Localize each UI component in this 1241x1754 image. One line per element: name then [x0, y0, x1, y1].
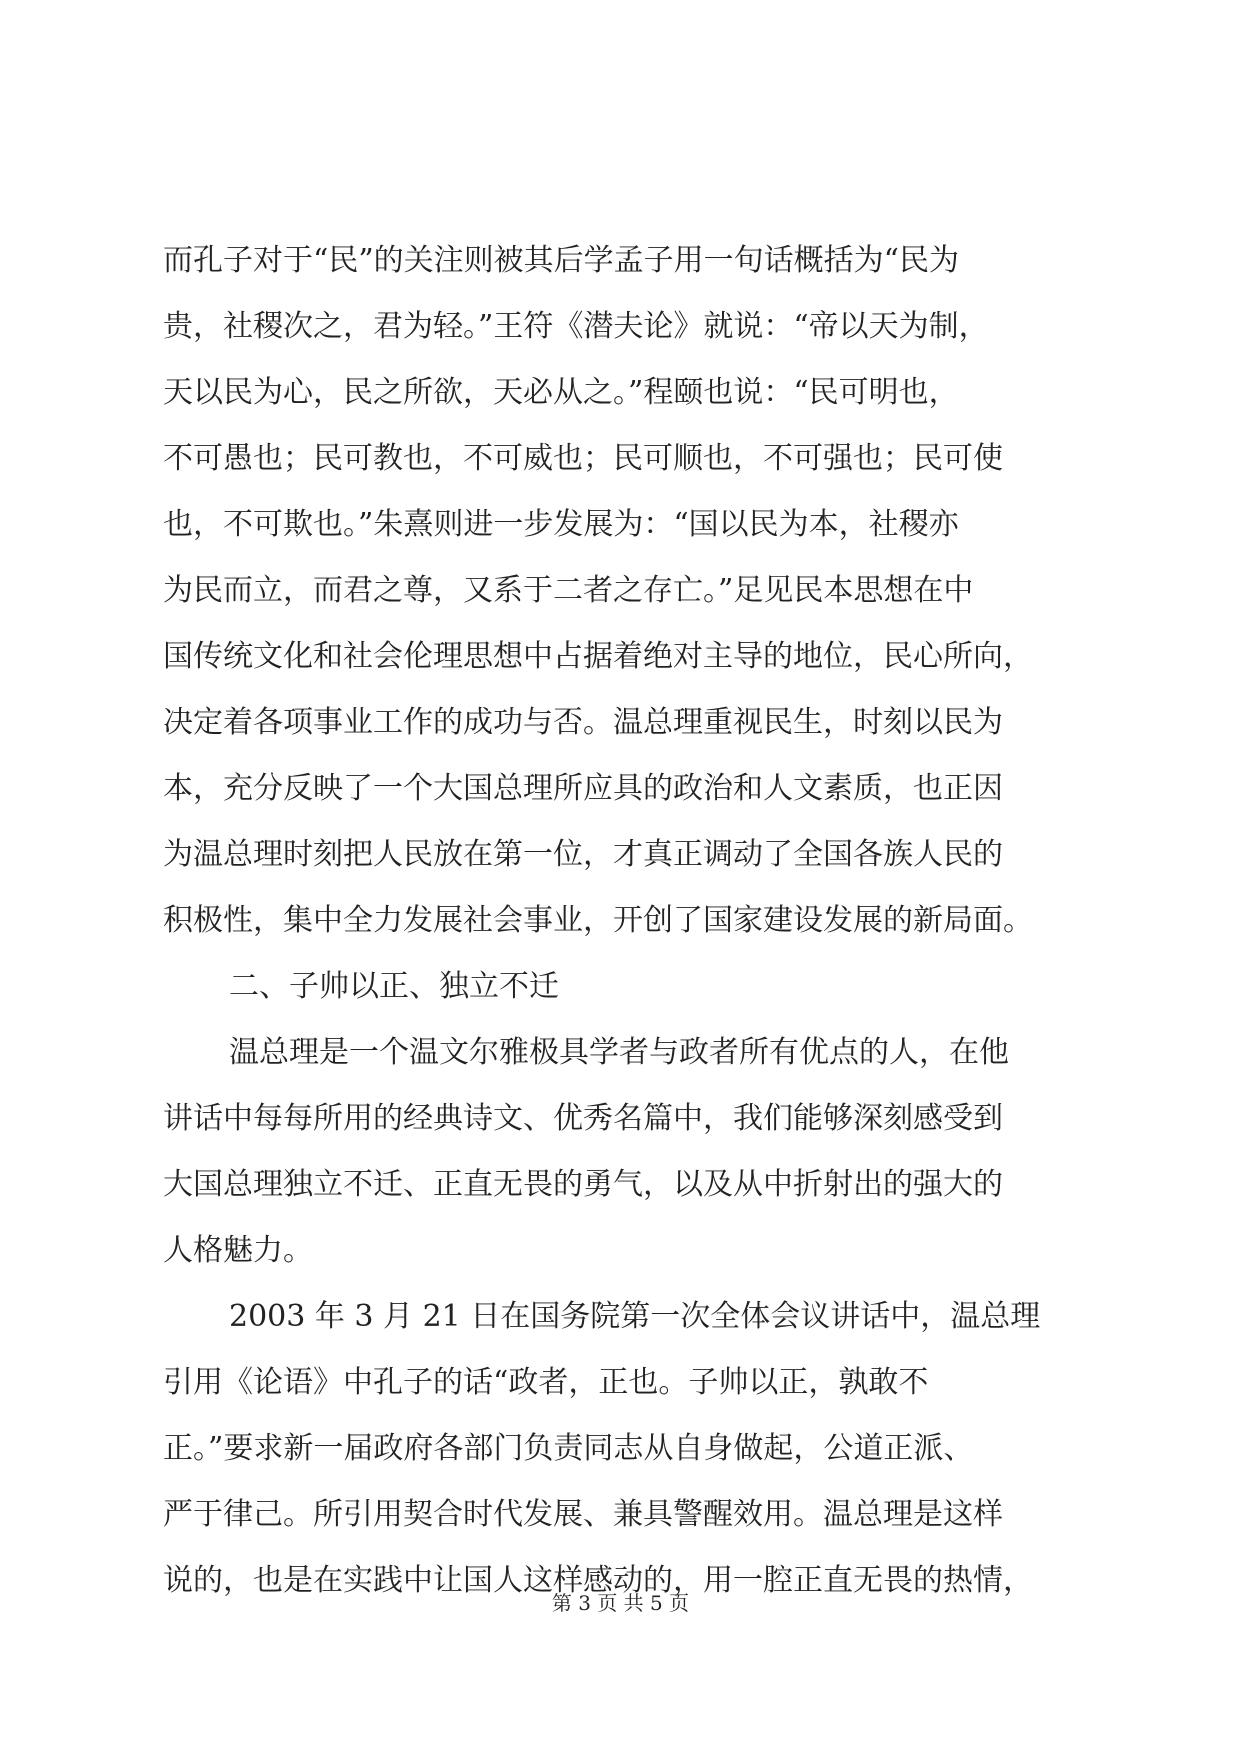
- text-line: 本，充分反映了一个大国总理所应具的政治和人文素质，也正因: [163, 771, 1003, 806]
- text-line: 为民而立，而君之尊，又系于二者之存亡。”足见民本思想在中: [163, 573, 974, 608]
- page-footer: 第 3 页 共 5 页: [551, 1591, 690, 1615]
- text-line: 严于律己。所引用契合时代发展、兼具警醒效用。温总理是这样: [163, 1497, 1003, 1532]
- text-line: 积极性，集中全力发展社会事业，开创了国家建设发展的新局面。: [163, 903, 1033, 938]
- section-heading: 二、子帅以正、独立不迁: [229, 969, 559, 1004]
- text-line: 而孔子对于“民”的关注则被其后学孟子用一句话概括为“民为: [163, 243, 960, 278]
- text-line: 决定着各项事业工作的成功与否。温总理重视民生，时刻以民为: [163, 705, 1003, 740]
- body-text: [163, 228, 1083, 1614]
- text-line: 大国总理独立不迁、正直无畏的勇气，以及从中折射出的强大的: [163, 1167, 1003, 1202]
- text-line: 正。”要求新一届政府各部门负责同志从自身做起，公道正派、: [163, 1431, 974, 1466]
- text-line: 也，不可欺也。”朱熹则进一步发展为：“国以民为本，社稷亦: [163, 507, 959, 542]
- text-line: 国传统文化和社会伦理思想中占据着绝对主导的地位，民心所向，: [163, 639, 1033, 674]
- text-line: 人格魅力。: [163, 1233, 313, 1268]
- text-line: 说的，也是在实践中让国人这样感动的，用一腔正直无畏的热情，: [163, 1563, 1033, 1598]
- paragraph-start-line: 温总理是一个温文尔雅极具学者与政者所有优点的人，在他: [229, 1035, 1009, 1070]
- text-line: 为温总理时刻把人民放在第一位，才真正调动了全国各族人民的: [163, 837, 1003, 872]
- text-line: 讲话中每每所用的经典诗文、优秀名篇中，我们能够深刻感受到: [163, 1101, 1003, 1136]
- paragraph-start-line: 2003 年 3 月 21 日在国务院第一次全体会议讲话中，温总理: [229, 1299, 1041, 1334]
- text-line: 不可愚也；民可教也，不可威也；民可顺也，不可强也；民可使: [163, 441, 1003, 476]
- text-line: 引用《论语》中孔子的话“政者，正也。子帅以正，孰敢不: [163, 1365, 929, 1400]
- text-line: 天以民为心，民之所欲，天必从之。”程颐也说：“民可明也，: [163, 375, 959, 410]
- text-line: 贵，社稷次之，君为轻。”王符《潜夫论》就说：“帝以天为制，: [163, 309, 989, 344]
